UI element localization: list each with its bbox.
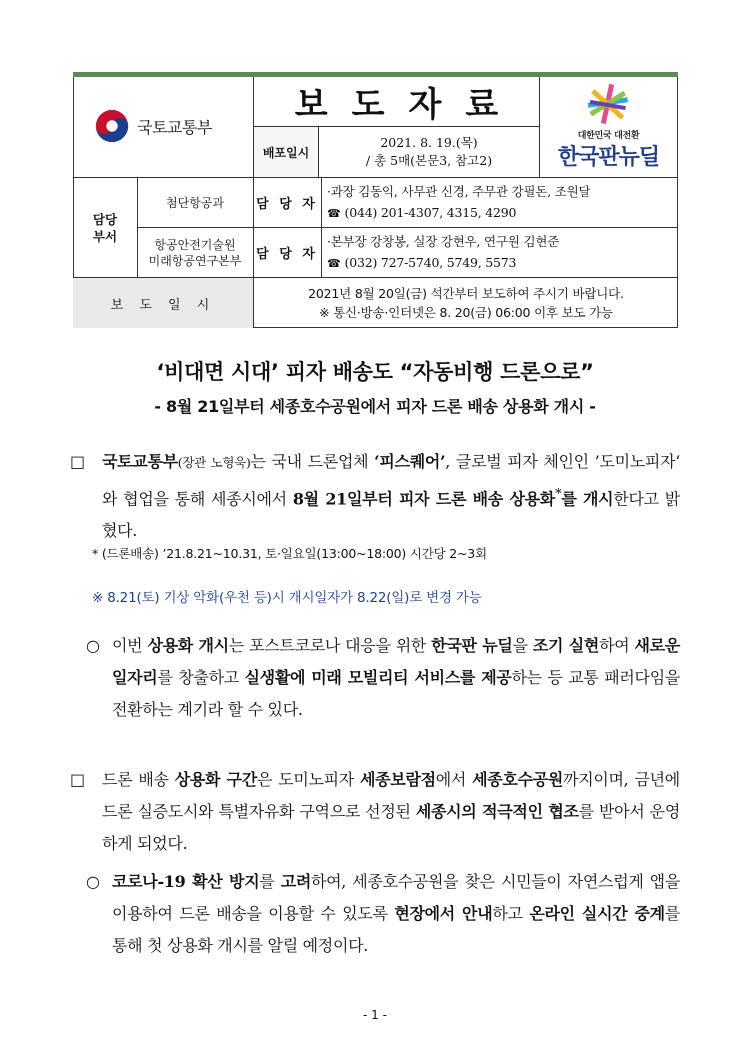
- department-2-name: 항공안전기술원 미래항공연구본부: [148, 237, 242, 268]
- headline: ‘비대면 시대’ 피자 배송도 “자동비행 드론으로”: [156, 360, 594, 384]
- department-1-contact-label: 담 당 자: [256, 197, 318, 212]
- phone-icon: ☎: [327, 207, 341, 220]
- department-2-contact-label: 담 당 자: [256, 247, 318, 262]
- new-deal-name: 한국판뉴딜: [557, 145, 660, 170]
- department-1-name: 첨단항공과: [166, 195, 224, 210]
- circle-bullet: ○: [86, 636, 100, 655]
- paragraph-3: 드론 배송 상용화 구간은 도미노피자 세종보람점에서 세종호수공원까지이며, 금년에 드론 실증도시와 특별자유화 구역으로 선정된 세종시의 적극적인 협조를 받아서 운영하게 되었다.: [102, 770, 680, 853]
- press-release-title: 보도자료: [294, 84, 523, 125]
- department-2-contact: [327, 228, 677, 277]
- circle-bullet: ○: [86, 872, 100, 891]
- new-deal-slogan: 대한민국 대전환: [577, 131, 640, 141]
- department-1-contact: [327, 178, 677, 227]
- department-1-phone: (044) 201-4307, 4315, 4290: [344, 205, 517, 220]
- embargo-line-2: ※ 통신·방송·인터넷은 8. 20(금) 06:00 이후 보도 가능: [319, 305, 613, 320]
- new-deal-symbol-icon: [585, 82, 631, 126]
- department-2-people: ·본부장 강창봉, 실장 강현우, 연구원 김현준: [327, 234, 560, 249]
- taegeuk-emblem-icon: [93, 107, 131, 145]
- department-1-people: ·과장 김동익, 사무관 신경, 주무관 강필돈, 조원달: [327, 184, 591, 199]
- page-number: - 1 -: [363, 1008, 387, 1022]
- distribution-value: [319, 127, 539, 177]
- korean-new-deal-logo: [539, 72, 678, 177]
- paragraph-2: 이번 상용화 개시는 포스트코로나 대응을 위한 한국판 뉴딜을 조기 실현하여 새로운 일자리를 창출하고 실생활에 미래 모빌리티 서비스를 제공하는 등 교통 패러다임을 전환하는 계기라 할 수 있다.: [112, 636, 681, 719]
- distribution-pages: / 총 5매(본문3, 참고2): [365, 153, 493, 168]
- department-2-phone: (032) 727-5740, 5749, 5573: [344, 255, 517, 270]
- square-bullet: □: [70, 452, 86, 471]
- embargo-line-1: 2021년 8월 20일(금) 석간부터 보도하여 주시기 바랍니다.: [308, 286, 624, 301]
- department-group-label: 담당 부서: [92, 211, 118, 244]
- phone-icon: ☎: [327, 257, 341, 270]
- footnote-drone-schedule: * (드론배송) ’21.8.21~10.31, 토·일요일(13:00~18:00) 시간당 2~3회: [92, 546, 487, 561]
- press-release-header: [73, 72, 678, 328]
- paragraph-1: 국토교통부(장관 노형욱)는 국내 드론업체 ‘피스퀘어’, 글로벌 피자 체인인 ’도미노피자‘ 와 협업을 통해 세종시에서 8월 21일부터 피자 드론 배송 상용화*를 개시한다고 밝혔다.: [102, 452, 681, 541]
- ministry-name: 국토교통부: [137, 117, 212, 137]
- embargo-label: 보 도 일 시: [73, 278, 253, 328]
- distribution-date: 2021. 8. 19.(목): [380, 135, 478, 150]
- distribution-label: 배포일시: [254, 127, 318, 177]
- ministry-logo: [93, 102, 263, 150]
- paragraph-4: 코로나-19 확산 방지를 고려하여, 세종호수공원을 찾은 시민들이 자연스럽게 앱을 이용하여 드론 배송을 이용할 수 있도록 현장에서 안내하고 온라인 실시간 중계를 통해 첫 상용화 개시를 알릴 예정이다.: [112, 872, 680, 955]
- square-bullet: □: [70, 770, 86, 789]
- embargo-text: [254, 278, 678, 328]
- weather-notice: ※ 8.21(토) 기상 악화(우천 등)시 개시일자가 8.22(일)로 변경 가능: [92, 590, 482, 606]
- subheadline: - 8월 21일부터 세종호수공원에서 피자 드론 배송 상용화 개시 -: [154, 397, 596, 416]
